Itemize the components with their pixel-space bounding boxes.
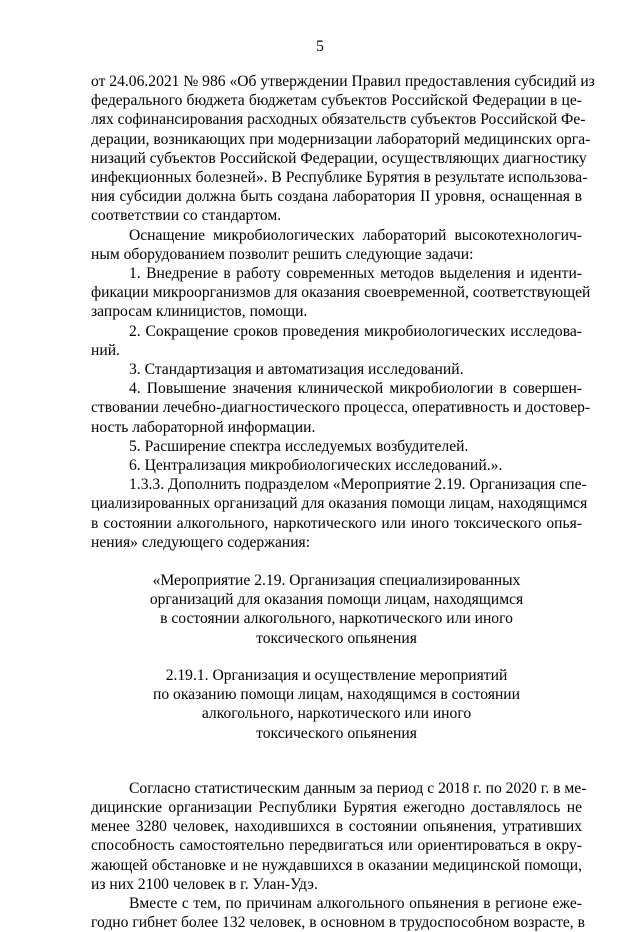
paragraph-statistics — [91, 779, 587, 894]
paragraph-mortality — [91, 894, 585, 932]
text-line: 4. Повышение значения клинической микробиологии в совершен- — [129, 380, 582, 398]
heading-line: «Мероприятие 2.19. Организация специализированных — [152, 572, 521, 590]
text-line: низаций субъектов Российской Федерации, осуществляющих диагностику — [91, 149, 587, 167]
text-line: соответствии со стандартом. — [91, 207, 282, 225]
task-item-5 — [91, 437, 582, 456]
heading-line: алкогольного, наркотического или иного — [201, 705, 472, 723]
task-item-2 — [91, 322, 582, 360]
text-line: менее 3280 человек, находившихся в состоянии опьянения, утративших — [91, 818, 582, 836]
heading-line: токсического опьянения — [256, 629, 417, 647]
text-line: ным оборудованием позволит решить следующие задачи: — [91, 245, 474, 263]
heading-line: по оказанию помощи лицам, находящимся в состоянии — [153, 686, 520, 704]
text-line: Вместе с тем, по причинам алкогольного опьянения в регионе еже- — [129, 894, 582, 912]
text-line: федерального бюджета бюджетам субъектов Российской Федерации в це- — [91, 92, 582, 110]
text-line: нения» следующего содержания: — [91, 533, 311, 551]
heading-line: в состоянии алкогольного, наркотического или иного — [160, 610, 513, 628]
text-line: ний. — [91, 341, 120, 359]
text-line: Оснащение микробиологических лабораторий высокотехнологич- — [129, 226, 582, 244]
text-line: ствовании лечебно-диагностического процесса, оперативность и достовер- — [91, 399, 591, 417]
task-item-1 — [91, 264, 591, 322]
text-line: лях софинансирования расходных обязательств субъектов Российской Фе- — [91, 111, 586, 129]
text-line: запросам клиницистов, помощи. — [91, 303, 308, 321]
text-line: 3. Стандартизация и автоматизация исследований. — [129, 361, 464, 379]
paragraph-equipment — [91, 226, 582, 264]
text-line: 5. Расширение спектра исследуемых возбудителей. — [129, 437, 469, 455]
paragraph-amendment — [91, 475, 588, 552]
text-line: годно гибнет более 132 человек, в основном в трудоспособном возрасте, в — [91, 914, 585, 932]
text-line: циализированных организаций для оказания помощи лицам, находящимся — [91, 495, 588, 513]
text-line: дицинские организации Республики Бурятия ежегодно доставлялось не — [91, 798, 582, 816]
text-line: из них 2100 человек в г. Улан-Удэ. — [91, 875, 318, 893]
section-heading-2-19 — [91, 571, 582, 648]
text-line: 2. Сокращение сроков проведения микробиологических исследова- — [129, 322, 582, 340]
heading-line: организаций для оказания помощи лицам, находящимся — [149, 591, 524, 609]
text-line: способность самостоятельно передвигаться или ориентироваться в окру- — [91, 837, 582, 855]
section-heading-2-19-1 — [91, 666, 582, 743]
text-line: 1. Внедрение в работу современных методов выделения и иденти- — [129, 265, 582, 283]
heading-line: 2.19.1. Организация и осуществление мероприятий — [165, 666, 508, 684]
text-line: от 24.06.2021 № 986 «Об утверждении Правил предоставления субсидий из — [91, 73, 595, 90]
text-line: дерации, возникающих при модернизации лабораторий медицинских орга- — [91, 130, 591, 148]
text-line: Согласно статистическим данным за период с 2018 г. по 2020 г. в ме- — [129, 779, 587, 797]
text-line: жающей обстановке и не нуждавшихся в оказании медицинской помощи, — [91, 856, 582, 874]
heading-line: токсического опьянения — [256, 724, 417, 742]
text-line: ность лабораторной информации. — [91, 418, 316, 436]
text-line: 1.3.3. Дополнить подразделом «Мероприятие 2.19. Организация спе- — [129, 476, 587, 494]
paragraph-subsidy — [91, 72, 595, 226]
task-item-3 — [91, 360, 582, 379]
text-line: в состоянии алкогольного, наркотического или иного токсического опья- — [91, 514, 582, 532]
text-line: инфекционных болезней». В Республике Бурятия в результате использова- — [91, 169, 588, 187]
document-body — [91, 72, 595, 932]
page-number: 5 — [316, 38, 324, 55]
task-item-4 — [91, 379, 591, 437]
text-line: 6. Централизация микробиологических исследований.». — [129, 457, 503, 475]
task-item-6 — [91, 456, 582, 475]
text-line: ния субсидии должна быть создана лаборатория II уровня, оснащенная в — [91, 188, 582, 206]
text-line: фикации микроорганизмов для оказания своевременной, соответствующей — [91, 284, 591, 302]
